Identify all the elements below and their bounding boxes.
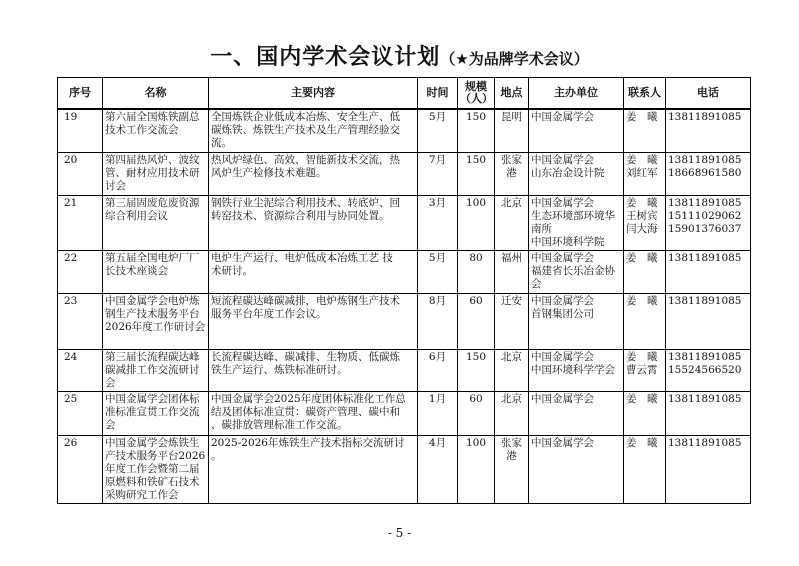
header-phone: 电话	[666, 78, 751, 110]
conference-table	[57, 77, 751, 504]
table-row	[58, 435, 751, 503]
cell-name: 中国金属学会炼铁生 产技术服务平台2026 年度工作会暨第二届 原燃料和铁矿石技术 采购研究工作会	[103, 435, 209, 503]
cell-content: 热风炉绿色、高效、智能新技术交流，热 风炉生产检修技术难题。	[209, 152, 418, 195]
cell-seq: 20	[58, 152, 103, 195]
cell-phone: 13811891085	[666, 391, 751, 435]
cell-name: 中国金属学会团体标 准标准宣贯工作交流 会	[103, 391, 209, 435]
header-content: 主要内容	[209, 78, 418, 110]
cell-seq: 24	[58, 349, 103, 391]
cell-time: 3月	[418, 195, 458, 250]
cell-phone: 13811891085 15524566520	[666, 349, 751, 391]
cell-contact: 姜 曦 曹云霄	[624, 349, 666, 391]
cell-time: 1月	[418, 391, 458, 435]
cell-phone: 13811891085	[666, 250, 751, 293]
cell-organizer: 中国金属学会 首钢集团公司	[529, 293, 624, 349]
cell-content: 钢铁行业尘泥综合利用技术、转底炉、回 转窑技术、资源综合利用与协同处置。	[209, 195, 418, 250]
table-row	[58, 152, 751, 195]
header-place: 地点	[495, 78, 529, 110]
cell-place: 迁安	[495, 293, 529, 349]
cell-name: 第六届全国炼铁副总 技术工作交流会	[103, 109, 209, 152]
cell-time: 5月	[418, 250, 458, 293]
cell-organizer: 中国金属学会	[529, 435, 624, 503]
header-seq: 序号	[58, 78, 103, 110]
header-organizer: 主办单位	[529, 78, 624, 110]
table-row	[58, 293, 751, 349]
cell-contact: 姜 曦	[624, 435, 666, 503]
cell-organizer: 中国金属学会	[529, 391, 624, 435]
cell-time: 6月	[418, 349, 458, 391]
cell-organizer: 中国金属学会 福建省长乐冶金协 会	[529, 250, 624, 293]
table-row	[58, 391, 751, 435]
cell-name: 中国金属学会电炉炼 钢生产技术服务平台 2026年度工作研讨会	[103, 293, 209, 349]
cell-content: 2025-2026年炼铁生产技术指标交流研讨 。	[209, 435, 418, 503]
cell-place: 北京	[495, 391, 529, 435]
table-row	[58, 349, 751, 391]
header-scale: 规模 （人）	[458, 78, 495, 110]
table-header-row	[58, 78, 751, 110]
cell-place: 昆明	[495, 109, 529, 152]
cell-place: 北京	[495, 195, 529, 250]
cell-name: 第五届全国电炉厂厂 长技术座谈会	[103, 250, 209, 293]
cell-scale: 150	[458, 152, 495, 195]
header-name: 名称	[103, 78, 209, 110]
cell-contact: 姜 曦 刘红军	[624, 152, 666, 195]
cell-seq: 25	[58, 391, 103, 435]
cell-phone: 13811891085	[666, 435, 751, 503]
cell-scale: 60	[458, 391, 495, 435]
cell-scale: 150	[458, 349, 495, 391]
cell-phone: 13811891085	[666, 293, 751, 349]
cell-time: 4月	[418, 435, 458, 503]
table-row	[58, 109, 751, 152]
cell-content: 短流程碳达峰碳减排，电炉炼钢生产技术 服务平台年度工作会议。	[209, 293, 418, 349]
cell-name: 第四届热风炉、波纹 管、耐材应用技术研 讨会	[103, 152, 209, 195]
cell-content: 长流程碳达峰、碳减排、生物质、低碳炼 铁生产运行、炼铁标准研讨。	[209, 349, 418, 391]
title-main: 一、国内学术会议计划	[210, 45, 441, 70]
cell-seq: 21	[58, 195, 103, 250]
cell-organizer: 中国金属学会 山东冶金设计院	[529, 152, 624, 195]
cell-seq: 22	[58, 250, 103, 293]
cell-name: 第三届长流程碳达峰 碳减排工作交流研讨 会	[103, 349, 209, 391]
cell-phone: 13811891085 18668961580	[666, 152, 751, 195]
cell-organizer: 中国金属学会 中国环境科学学会	[529, 349, 624, 391]
cell-name: 第三届固废危废资源 综合利用会议	[103, 195, 209, 250]
cell-place: 北京	[495, 349, 529, 391]
cell-contact: 姜 曦	[624, 250, 666, 293]
cell-content: 电炉生产运行、电炉低成本冶炼工艺 技 术研讨。	[209, 250, 418, 293]
cell-time: 5月	[418, 109, 458, 152]
cell-seq: 23	[58, 293, 103, 349]
page-title	[0, 40, 799, 71]
cell-contact: 姜 曦	[624, 293, 666, 349]
table-row	[58, 195, 751, 250]
cell-organizer: 中国金属学会	[529, 109, 624, 152]
cell-time: 8月	[418, 293, 458, 349]
cell-contact: 姜 曦	[624, 391, 666, 435]
cell-organizer: 中国金属学会 生态环境部环境华 南所 中国环境科学院	[529, 195, 624, 250]
header-time: 时间	[418, 78, 458, 110]
cell-seq: 26	[58, 435, 103, 503]
cell-place: 张家港	[495, 435, 529, 503]
cell-scale: 60	[458, 293, 495, 349]
cell-scale: 100	[458, 195, 495, 250]
cell-contact: 姜 曦	[624, 109, 666, 152]
header-contact: 联系人	[624, 78, 666, 110]
cell-scale: 80	[458, 250, 495, 293]
title-note: （★为品牌学术会议）	[440, 50, 589, 68]
cell-scale: 150	[458, 109, 495, 152]
cell-place: 福州	[495, 250, 529, 293]
page-number: - 5 -	[387, 526, 412, 540]
cell-contact: 姜 曦 王树宾 闫大海	[624, 195, 666, 250]
cell-time: 7月	[418, 152, 458, 195]
table-body	[58, 109, 751, 503]
cell-phone: 13811891085	[666, 109, 751, 152]
cell-seq: 19	[58, 109, 103, 152]
cell-content: 全国炼铁企业低成本冶炼、安全生产、低 碳炼铁、炼铁生产技术及生产管理经验交 流。	[209, 109, 418, 152]
cell-phone: 13811891085 15111029062 15901376037	[666, 195, 751, 250]
table-row	[58, 250, 751, 293]
cell-content: 中国金属学会2025年度团体标准化工作总 结及团体标准宣贯：碳资产管理、碳中和 、碳排放管理标准工作交流。	[209, 391, 418, 435]
cell-scale: 100	[458, 435, 495, 503]
cell-place: 张家港	[495, 152, 529, 195]
